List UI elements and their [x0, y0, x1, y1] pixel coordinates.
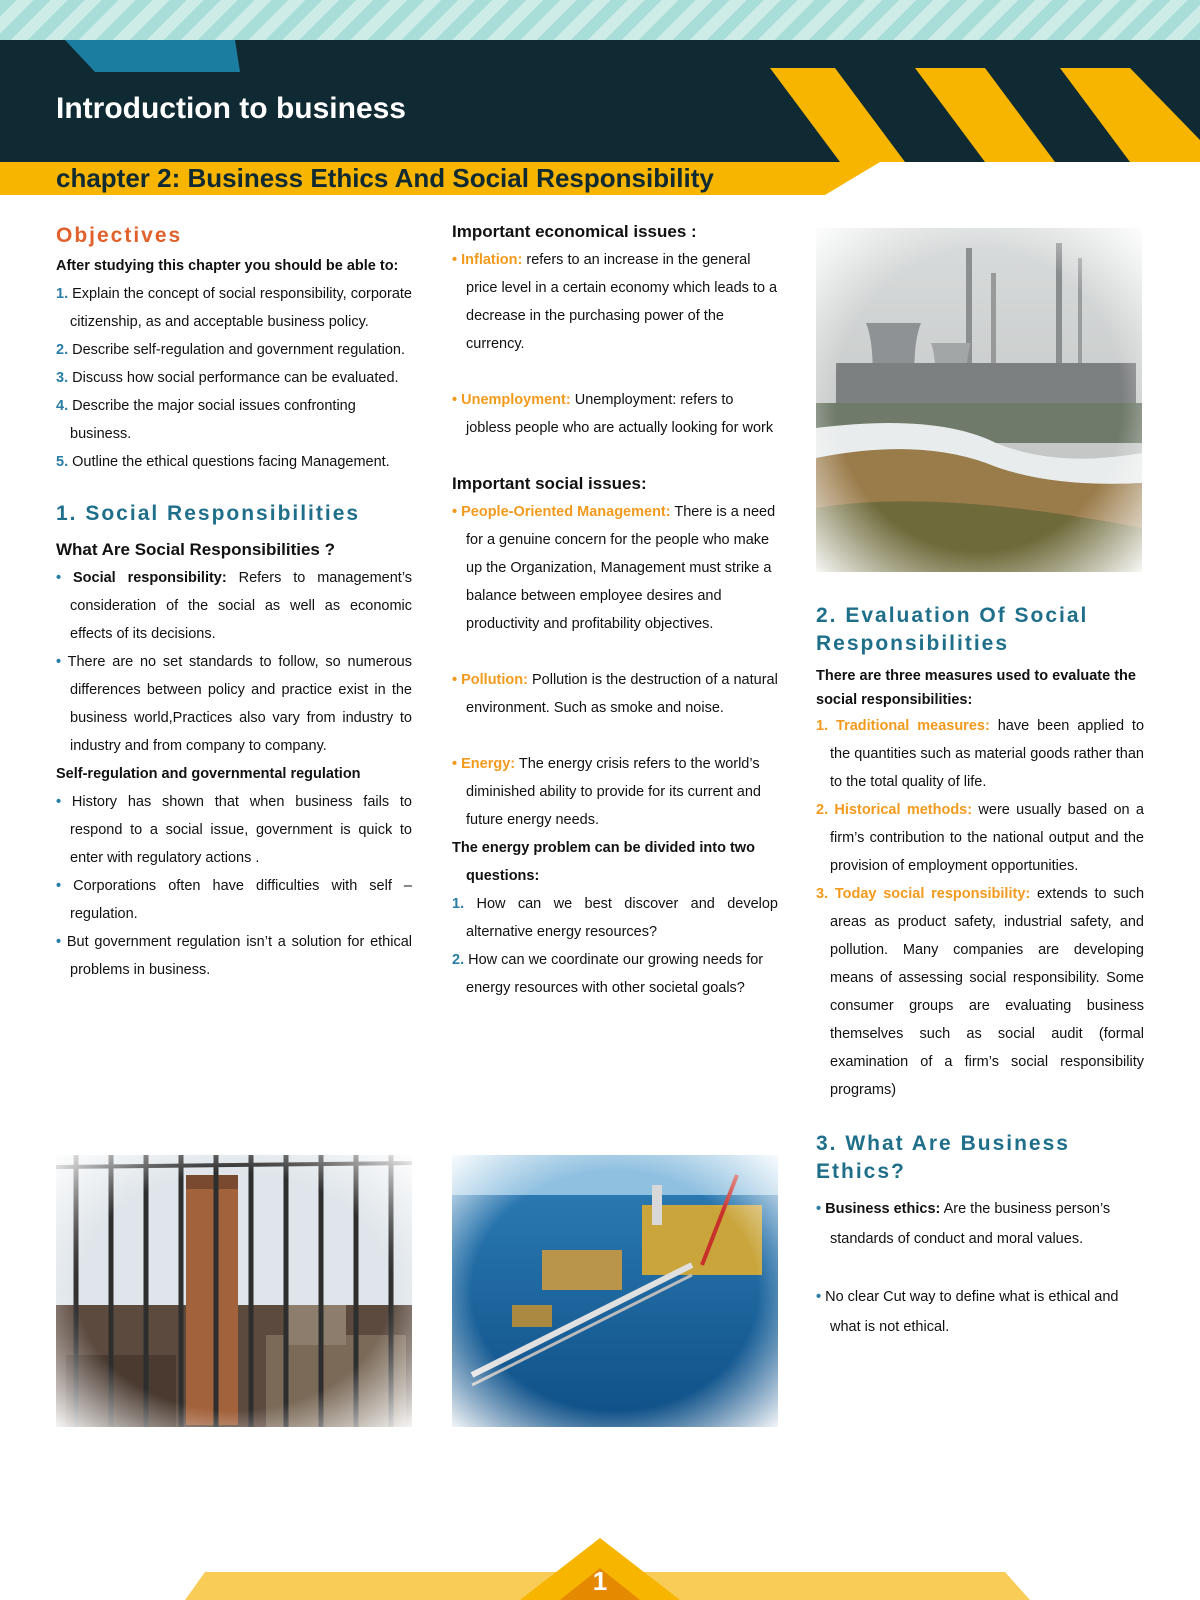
bullet-item: • There are no set standards to follow, so numerous differences between policy and practice exist in the business world,Practices also vary from industry to industry and from company to company.: [56, 654, 412, 754]
numbered-item: 1. How can we best discover and develop alternative energy resources?: [452, 896, 778, 940]
industrial-landscape-photo: [816, 228, 1142, 572]
bullet-item: • People-Oriented Management: There is a need for a genuine concern for the people who make up the Organization, Management must strike a balance between employee desires and productivity and profitability objectives.: [452, 504, 776, 632]
bullet-item: • Inflation: refers to an increase in the general price level in a certain economy which leads to a decrease in the purchasing power of the currency.: [452, 252, 778, 352]
numbered-item: 2. Historical methods: were usually based on a firm’s contribution to the national output and the provision of employment opportunities.: [816, 802, 1144, 874]
section1-subheading: What Are Social Responsibilities ?: [56, 540, 335, 559]
self-regulation-subheading: Self-regulation and governmental regulation: [56, 766, 361, 782]
numbered-item: 3. Today social responsibility: extends to such areas as product safety, industrial safety, and pollution. Many companies are developing means of assessing social responsibility. Some consumer groups are evaluating business themselves such as social audit (formal examination of a firm’s social responsibility programs): [816, 886, 1145, 1098]
section3-heading: 3. What Are Business Ethics?: [816, 1132, 1070, 1183]
bullet-item: • Pollution: Pollution is the destruction of a natural environment. Such as smoke and noise.: [452, 672, 778, 716]
bullet-item: • History has shown that when business fails to respond to a social issue, government is quick to enter with regulatory actions .: [56, 794, 412, 866]
page-number: 1: [592, 1566, 608, 1596]
objective-item: 1. Explain the concept of social responsibility, corporate citizenship, as and acceptable business policy.: [56, 286, 412, 330]
objective-item: 5. Outline the ethical questions facing Management.: [56, 454, 390, 470]
bullet-item: • No clear Cut way to define what is ethical and what is not ethical.: [816, 1289, 1119, 1335]
bullet-item: • Energy: The energy crisis refers to the world’s diminished ability to provide for its current and future energy needs.: [452, 756, 761, 828]
column-left: [56, 222, 412, 984]
bullet-item: • Unemployment: Unemployment: refers to jobless people who are actually looking for work: [452, 392, 774, 436]
bullet-item: • Business ethics: Are the business person’s standards of conduct and moral values.: [816, 1201, 1111, 1247]
numbered-item: 1. Traditional measures: have been applied to the quantities such as material goods rather than to the total quality of life.: [816, 718, 1145, 790]
social-heading: Important social issues:: [452, 474, 647, 493]
section1-heading: 1. Social Responsibilities: [56, 502, 361, 525]
section2-heading: 2. Evaluation Of Social Responsibilities: [816, 604, 1089, 655]
bullet-item: • Social responsibility: Refers to management’s consideration of the social as well as economic effects of its decisions.: [56, 570, 413, 642]
column-right: [816, 602, 1144, 1342]
numbered-item: 2. How can we coordinate our growing needs for energy resources with other societal goals?: [452, 952, 764, 996]
objective-item: 4. Describe the major social issues confronting business.: [56, 398, 356, 442]
objective-item: 2. Describe self-regulation and government regulation.: [56, 342, 406, 358]
economic-heading: Important economical issues :: [452, 222, 697, 241]
objective-item: 3. Discuss how social performance can be evaluated.: [56, 370, 399, 386]
section2-intro: There are three measures used to evaluate the social responsibilities:: [816, 668, 1136, 708]
bullet-item: • But government regulation isn’t a solution for ethical problems in business.: [56, 934, 412, 978]
book-title: Introduction to business: [56, 92, 406, 125]
offshore-platform-photo: [452, 1155, 778, 1427]
chapter-title: chapter 2: Business Ethics And Social Responsibility: [56, 163, 714, 193]
objectives-intro: After studying this chapter you should be able to:: [56, 258, 399, 274]
energy-intro: The energy problem can be divided into two questions:: [452, 840, 755, 884]
column-middle: [452, 218, 778, 1002]
factory-fence-photo: [56, 1155, 412, 1427]
bullet-item: • Corporations often have difficulties with self – regulation.: [56, 878, 412, 922]
objectives-heading: Objectives: [56, 224, 183, 247]
